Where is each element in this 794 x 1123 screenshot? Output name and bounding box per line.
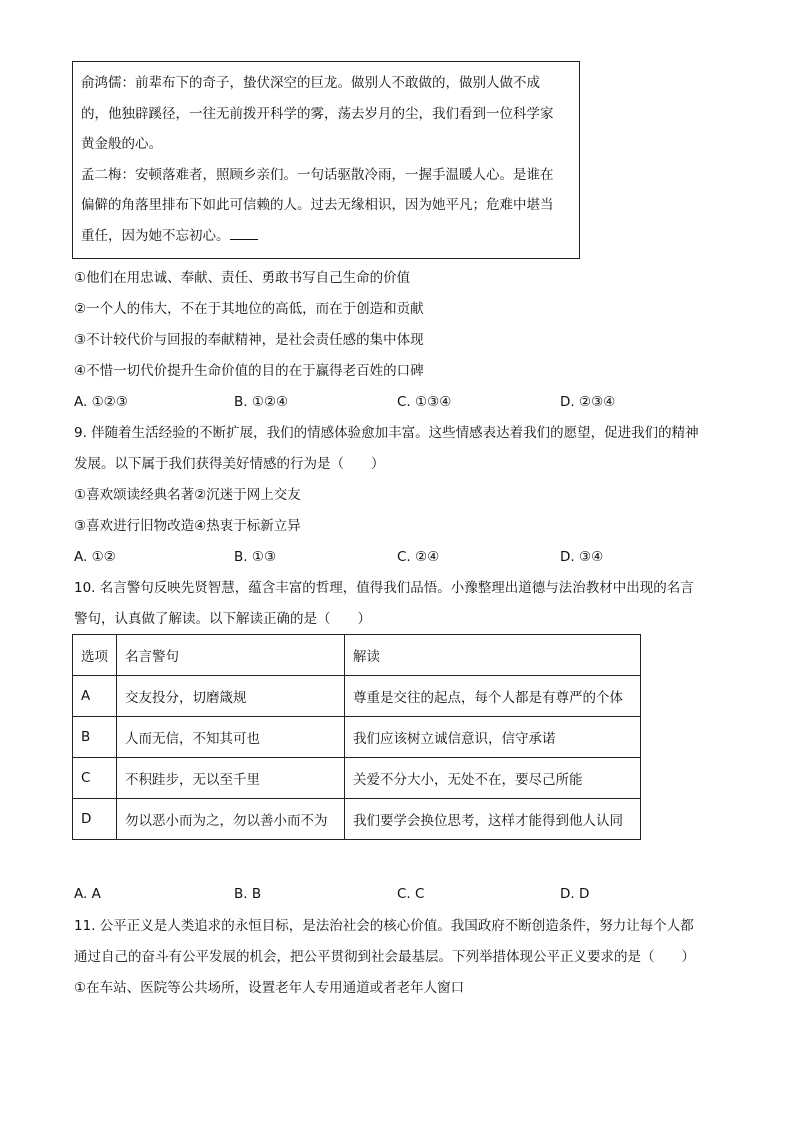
choice-b[interactable]: B. ①②④ [234,394,289,410]
passage-line: 的，他独辟蹊径，一往无前拨开科学的雾，荡去岁月的尘，我们看到一位科学家 [81,105,554,122]
passage-line: 孟二梅：安顿落难者，照顾乡亲们。一句话驱散冷雨，一握手温暖人心。是谁在 [81,166,554,183]
q9-choices [74,547,674,567]
q9-items-line1: ①喜欢颂读经典名著②沉迷于网上交友 [74,487,301,503]
q8-option-3: ③不计较代价与回报的奉献精神，是社会责任感的集中体现 [74,332,424,348]
q8-option-1: ①他们在用忠诚、奉献、责任、勇敢书写自己生命的价值 [74,270,411,286]
q8-option-4: ④不惜一切代价提升生命价值的目的在于赢得老百姓的口碑 [74,363,424,379]
table-row [73,676,641,717]
passage-text: 重任，因为她不忘初心。 [81,227,230,244]
choice-b[interactable]: B. ①③ [234,549,277,565]
choice-d[interactable]: D. ③④ [560,549,604,565]
table-header-cell: 选项 [73,635,117,676]
table-cell: A [73,676,117,717]
q11-stem-line2: 通过自己的奋斗有公平发展的机会，把公平贯彻到社会最基层。下列举措体现公平正义要求的是（ ） [74,949,695,965]
table-header-cell: 解读 [345,635,641,676]
table-cell: 关爱不分大小，无处不在，要尽己所能 [345,758,641,799]
q10-choices [74,884,674,904]
table-cell: 交友投分，切磨箴规 [117,676,345,717]
table-header-cell: 名言警句 [117,635,345,676]
table-cell: D [73,799,117,840]
table-header-row [73,635,641,676]
choice-c[interactable]: C. ①③④ [397,394,452,410]
table-row [73,717,641,758]
passage-line-last [81,221,571,252]
table-cell: 人而无信，不知其可也 [117,717,345,758]
choice-a[interactable]: A. A [74,886,101,902]
table-cell: 勿以恶小而为之，勿以善小而不为 [117,799,345,840]
table-cell: 尊重是交往的起点，每个人都是有尊严的个体 [345,676,641,717]
passage-line: 俞鸿儒：前辈布下的奇子，蛰伏深空的巨龙。做别人不敢做的，做别人做不成 [81,75,540,91]
q11-option-1: ①在车站、医院等公共场所，设置老年人专用通道或者老年人窗口 [74,980,465,996]
q8-choices [74,392,674,412]
choice-c[interactable]: C. ②④ [397,549,440,565]
table-cell: C [73,758,117,799]
choice-d[interactable]: D. ②③④ [560,394,616,410]
choice-a[interactable]: A. ①② [74,549,116,565]
q9-items-line2: ③喜欢进行旧物改造④热衷于标新立异 [74,518,301,534]
passage-box [72,61,580,259]
table-row [73,799,641,840]
q10-stem-line1: 10. 名言警句反映先贤智慧，蕴含丰富的哲理，值得我们品悟。小豫整理出道德与法治教材中出现的名言 [74,580,694,596]
answer-blank [230,225,258,240]
q8-option-2: ②一个人的伟大，不在于其地位的高低，而在于创造和贡献 [74,301,424,317]
choice-c[interactable]: C. C [397,886,425,902]
table-cell: B [73,717,117,758]
passage-line: 黄金般的心。 [81,136,162,152]
choice-b[interactable]: B. B [234,886,262,902]
q9-stem-line2: 发展。以下属于我们获得美好情感的行为是（ ） [74,456,385,472]
passage-line: 偏僻的角落里排布下如此可信赖的人。过去无缘相识，因为她平凡；危难中堪当 [81,197,554,213]
choice-d[interactable]: D. D [560,886,590,902]
table-row [73,758,641,799]
table-cell: 我们要学会换位思考，这样才能得到他人认同 [345,799,641,840]
choice-a[interactable]: A. ①②③ [74,394,128,410]
q10-stem-line2: 警句，认真做了解读。以下解读正确的是（ ） [74,611,371,627]
table-cell: 不积跬步，无以至千里 [117,758,345,799]
q10-table [72,634,641,840]
q11-stem-line1: 11. 公平正义是人类追求的永恒目标，是法治社会的核心价值。我国政府不断创造条件，努力让每个人都 [74,918,694,934]
table-cell: 我们应该树立诚信意识，信守承诺 [345,717,641,758]
q9-stem-line1: 9. 伴随着生活经验的不断扩展，我们的情感体验愈加丰富。这些情感表达着我们的愿望，促进我们的精神 [74,425,699,441]
